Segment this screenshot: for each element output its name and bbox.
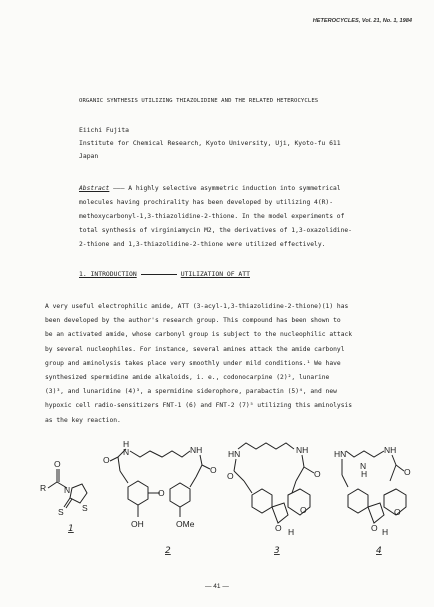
abstract-label: Abstract [79,185,110,192]
atom-o: O [404,467,411,477]
atom-s: S [82,503,88,513]
chemical-structures-figure [30,435,420,580]
structures-svg [30,435,420,580]
body-line: by several nucleophiles. For instance, several amines attack the amide carbonyl [45,345,345,353]
atom-hn: HN [228,449,241,459]
section-subtitle: UTILIZATION OF ATT [180,270,250,278]
atom-hn: HN [334,449,347,459]
atom-ome: OMe [176,519,195,529]
atom-h: H [288,527,295,537]
atom-o: O [371,523,378,533]
compound-label: 4 [376,546,382,556]
body-line: synthesized spermidine amide alkaloids, i. e., codonocarpine (2)², lunarine [45,374,330,382]
body-line: hypoxic cell radio-sensitizers FNT-1 (6) and FNT-2 (7)⁵ utilizing this aminolysis [45,402,353,410]
atom-h: H [123,439,130,449]
atom-o: O [275,523,282,533]
atom-o: O [394,507,401,517]
atom-s: S [58,507,64,517]
compound-1-structure [40,459,88,534]
body-line: A very useful electrophilic amide, ATT (3-acyl-1,3-thiazolidine-2-thione)(1) has [45,303,349,310]
abstract-line: ——— A highly selective asymmetric induction into symmetrical [109,185,341,192]
atom-h: H [361,469,368,479]
compound-4-structure [334,445,411,556]
atom-o: O [210,465,217,475]
atom-o: O [103,455,110,465]
abstract-line: total synthesis of virginiamycin M2, the derivatives of 1,3-oxazolidine- [79,227,352,234]
author-name: Eiichi Fujita [79,126,130,134]
atom-r: R [40,483,47,493]
abstract-line: molecules having prochirality has been developed by utilizing 4(R)- [79,199,334,206]
body-line: (3)³, and lunaridine (4)³, a spermidine siderophore, parabactin (5)⁴, and new [45,388,337,396]
atom-h: H [382,527,389,537]
affiliation: Institute for Chemical Research, Kyoto University, Uji, Kyoto-fu 611 [79,139,341,147]
compound-label: 3 [274,546,280,556]
atom-n: N [360,461,367,471]
atom-o: O [158,488,165,498]
abstract [79,182,409,252]
paper-title: ORGANIC SYNTHESIS UTILIZING THIAZOLIDINE AND THE RELATED HETEROCYCLES [79,98,319,104]
body-line: as the key reaction. [45,416,121,424]
country: Japan [79,152,99,160]
body-text [45,300,405,428]
atom-nh: NH [296,445,309,455]
section-divider [141,274,177,275]
atom-nh: NH [384,445,397,455]
abstract-line: methoxycarbonyl-1,3-thiazolidine-2-thione. In the model experiments of [79,213,345,220]
atom-nh: NH [190,445,203,455]
journal-header: HETEROCYCLES, Vol. 21, No. 1, 1984 [312,18,412,24]
atom-o: O [54,459,61,469]
body-line: been developed by the author's research group. This compound has been shown to [45,317,341,325]
atom-oh: OH [131,519,144,529]
atom-o: O [314,469,321,479]
atom-o: O [300,505,307,515]
body-line: group and aminolysis takes place very smoothly under mild conditions.¹ We have [45,359,341,367]
section-title: 1. INTRODUCTION [79,270,137,278]
section-heading [79,270,250,278]
atom-o: O [227,471,234,481]
compound-label: 2 [165,546,171,556]
atom-n: N [123,447,130,457]
compound-3-structure [227,443,321,556]
abstract-line: 2-thione and 1,3-thiazolidine-2-thione were utilized effectively. [79,241,326,248]
page-number: — 41 — [205,583,229,590]
compound-label: 1 [68,524,74,534]
body-line: be an activated amide, whose carbonyl group is subject to the nucleophilic attack [45,331,353,339]
atom-n: N [64,485,71,495]
compound-2-structure [103,439,217,556]
